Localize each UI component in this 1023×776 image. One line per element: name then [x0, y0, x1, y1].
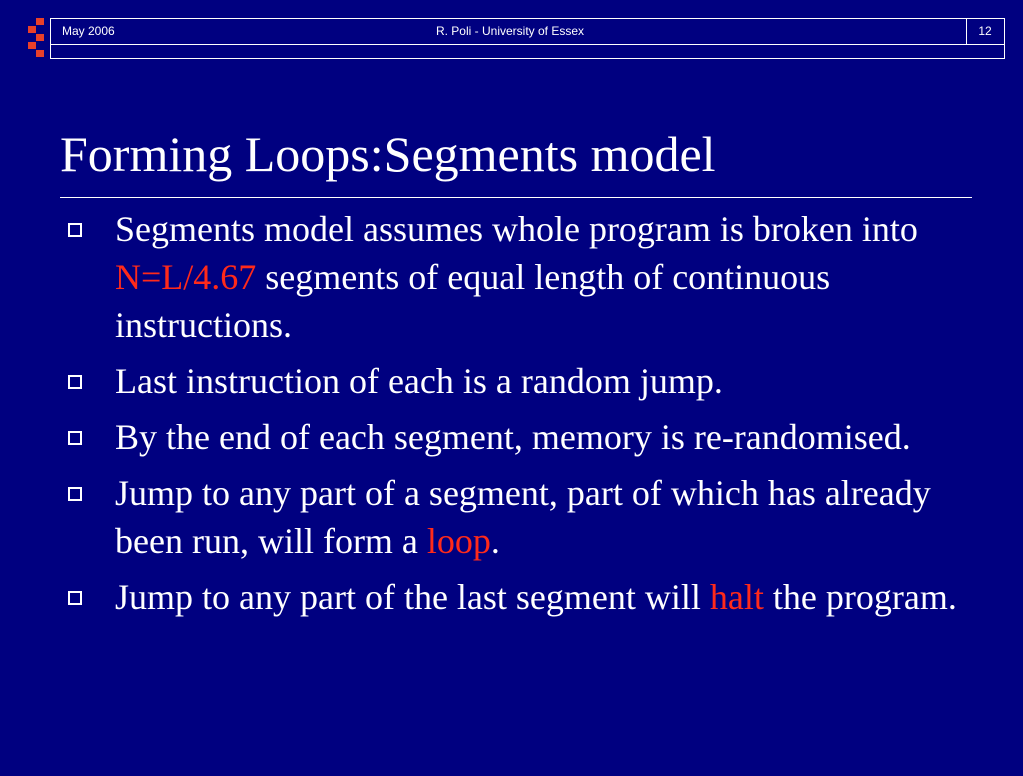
title-underline	[60, 197, 972, 198]
bullet-text-end: the program.	[763, 577, 957, 617]
square-bullet-icon	[68, 431, 82, 445]
bullet-list	[60, 205, 980, 629]
header-author: R. Poli - University of Essex	[435, 24, 585, 38]
square-bullet-icon	[68, 223, 82, 237]
slide-title: Forming Loops:Segments model	[60, 126, 716, 182]
bullet-text: By the end of each segment, memory is re-randomised.	[115, 417, 911, 457]
bullet-text-end: segments of equal length of continuous instructions.	[115, 257, 831, 345]
square-bullet-icon	[68, 375, 82, 389]
header-left-border	[50, 18, 51, 59]
logo-icon	[28, 18, 50, 58]
header-middle-rule	[50, 44, 1005, 45]
bullet-highlight: loop	[426, 521, 491, 561]
bullet-text: Segments model assumes whole program is broken into	[115, 209, 918, 249]
header-bottom-rule	[50, 58, 1005, 59]
page-number: 12	[978, 24, 992, 38]
bullet-highlight: N=L/4.67	[115, 257, 257, 297]
header-top-rule	[50, 18, 1005, 19]
bullet-item	[60, 357, 980, 405]
bullet-highlight: halt	[709, 577, 764, 617]
bullet-item	[60, 573, 980, 621]
square-bullet-icon	[68, 487, 82, 501]
square-bullet-icon	[68, 591, 82, 605]
header-right-border	[1004, 18, 1005, 59]
bullet-item	[60, 413, 980, 461]
bullet-text: Last instruction of each is a random jump.	[115, 361, 723, 401]
bullet-item	[60, 205, 980, 349]
bullet-item	[60, 469, 980, 565]
bullet-text: Jump to any part of the last segment will	[115, 577, 710, 617]
bullet-text-end: .	[490, 521, 500, 561]
bullet-text: Jump to any part of a segment, part of which has already been run, will form a	[115, 473, 931, 561]
header-date: May 2006	[62, 24, 115, 38]
